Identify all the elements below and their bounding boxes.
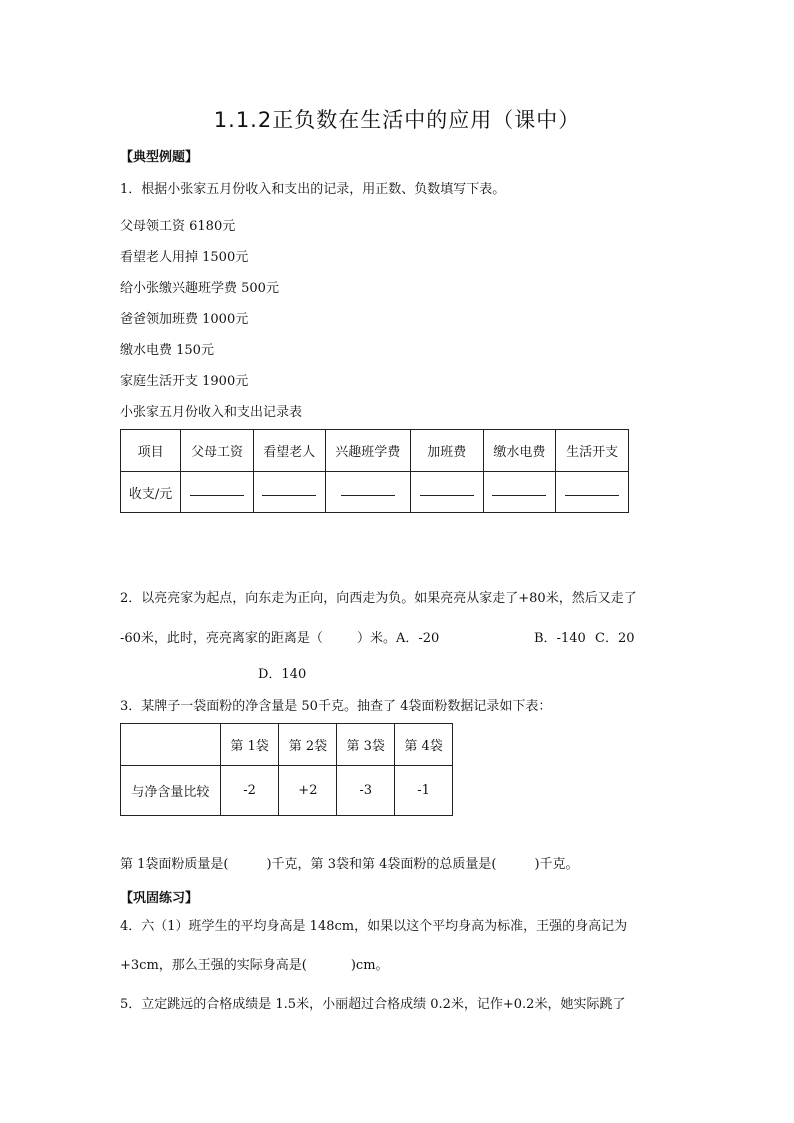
q3-text: )千克。 (534, 857, 579, 872)
page-title: 1.1.2正负数在生活中的应用（课中） (213, 108, 581, 132)
question-4-line-1: 4．六（1）班学生的平均身高是 148cm，如果以这个平均身高为标准，王强的身高记为 (120, 919, 628, 934)
answer-blank[interactable] (410, 472, 483, 513)
q4-text: +3cm，那么王强的实际身高是( (120, 958, 307, 973)
table-row-label: 与净含量比较 (121, 766, 221, 816)
question-3-stem: 3．某牌子一袋面粉的净含量是 50千克。抽查了 4袋面粉数据记录如下表： (120, 699, 552, 714)
q1-record-table (120, 429, 629, 513)
answer-blank[interactable] (556, 472, 629, 513)
question-2-line-1: 2．以亮亮家为起点，向东走为正向，向西走为负。如果亮亮从家走了+80米，然后又走了 (120, 591, 637, 606)
table-header-cell (121, 724, 221, 766)
q1-item: 看望老人用掉 1500元 (120, 250, 249, 265)
table-header-cell: 第 4袋 (395, 724, 453, 766)
question-1-stem: 1．根据小张家五月份收入和支出的记录，用正数、负数填写下表。 (120, 182, 506, 197)
table-header-cell: 生活开支 (556, 430, 629, 472)
table-cell: -2 (220, 766, 279, 816)
table-cell: -3 (337, 766, 395, 816)
section-heading-practice: 【巩固练习】 (120, 891, 199, 906)
question-4-line-2 (120, 957, 389, 975)
q1-table-title: 小张家五月份收入和支出记录表 (120, 405, 303, 420)
table-cell: +2 (279, 766, 337, 816)
table-header-cell: 看望老人 (253, 430, 325, 472)
q1-item: 给小张缴兴趣班学费 500元 (120, 281, 279, 296)
q1-item: 爸爸领加班费 1000元 (120, 312, 249, 327)
question-2-line-2 (120, 630, 439, 648)
question-5-line-1: 5．立定跳远的合格成绩是 1.5米，小丽超过合格成绩 0.2米，记作+0.2米，她实际跳了 (120, 997, 626, 1012)
table-header-cell: 父母工资 (181, 430, 254, 472)
answer-blank[interactable] (253, 472, 325, 513)
q1-item: 父母领工资 6180元 (120, 219, 236, 234)
table-header-cell: 项目 (121, 430, 181, 472)
answer-blank[interactable] (483, 472, 556, 513)
q2-option-b: B．-140 (534, 631, 586, 646)
question-3-answer-line (120, 856, 579, 874)
table-row-label: 收支/元 (121, 472, 181, 513)
q1-item: 缴水电费 150元 (120, 343, 214, 358)
q2-option-d: D．140 (258, 667, 307, 682)
q2-text-option-a: ）米。A．-20 (356, 631, 440, 646)
q3-flour-table (120, 723, 453, 816)
table-header-cell: 缴水电费 (483, 430, 556, 472)
q3-text: )千克，第 3袋和第 4袋面粉的总质量是( (266, 857, 497, 872)
q2-text: -60米，此时，亮亮离家的距离是（ (120, 631, 323, 646)
q1-item: 家庭生活开支 1900元 (120, 374, 249, 389)
table-header-cell: 第 2袋 (279, 724, 337, 766)
table-header-cell: 兴趣班学费 (325, 430, 410, 472)
q3-text: 第 1袋面粉质量是( (120, 857, 229, 872)
table-cell: -1 (395, 766, 453, 816)
answer-blank[interactable] (181, 472, 254, 513)
table-header-cell: 第 3袋 (337, 724, 395, 766)
section-heading-examples: 【典型例题】 (120, 150, 199, 165)
q2-option-c: C．20 (595, 631, 635, 646)
table-header-cell: 加班费 (410, 430, 483, 472)
answer-blank[interactable] (325, 472, 410, 513)
table-header-cell: 第 1袋 (220, 724, 279, 766)
q4-text: )cm。 (350, 958, 389, 973)
